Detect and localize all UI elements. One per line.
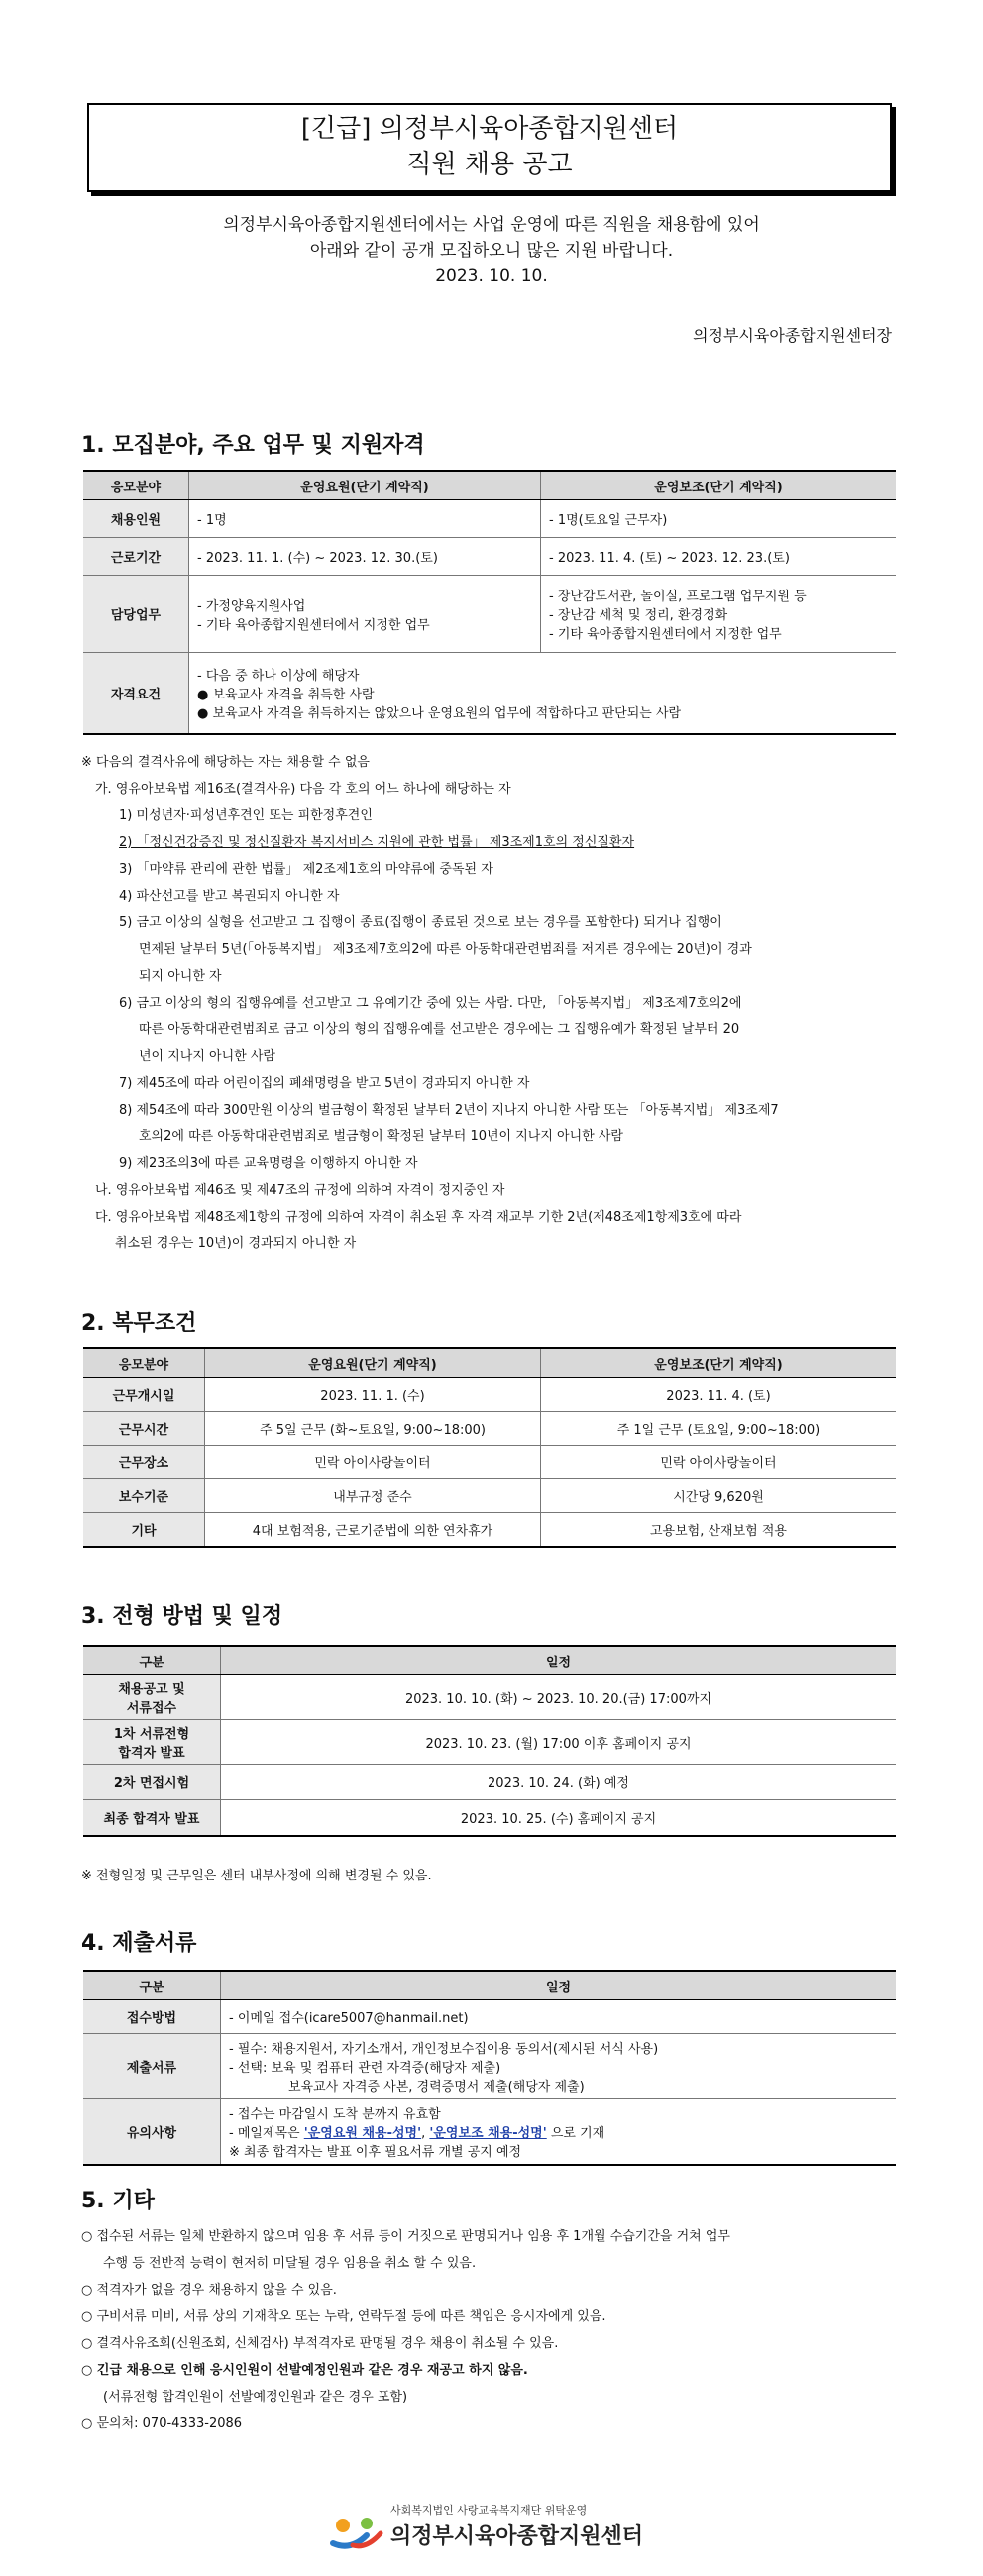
cell: 2023. 10. 25. (수) 홈페이지 공지 (221, 1800, 897, 1836)
col-header: 운영보조(단기 계약직) (541, 1348, 897, 1378)
cell: 주 1일 근무 (토요일, 9:00~18:00) (541, 1412, 897, 1446)
mail-subject-1: '운영요원 채용-성명' (303, 2125, 422, 2141)
cell (189, 653, 897, 734)
title-line1: [긴급] 의정부시육아종합지원센터 (300, 114, 679, 144)
cell: 민락 아이사랑놀이터 (205, 1446, 541, 1479)
note-line: ○ 구비서류 미비, 서류 상의 기재착오 또는 누락, 연락두절 등에 따른 책임은 응시자에게 있음. (81, 2309, 606, 2324)
note-line: 호의2에 따른 아동학대관련범죄로 벌금형이 확정된 날부터 10년이 지나지 아니한 사람 (139, 1129, 623, 1144)
section-5-title: 5. 기타 (81, 2189, 155, 2213)
note-line: 년이 지나지 아니한 사람 (139, 1049, 275, 1064)
note-line: 다. 영유아보육법 제48조제1항의 규정에 의하여 자격이 취소된 후 자격 재교부 기한 2년(제48조제1항제3호에 따라 (95, 1210, 742, 1225)
logo-subtitle: 사회복지법인 사랑교육복지재단 위탁운영 (390, 2504, 588, 2517)
cell: 주 5일 근무 (화~토요일, 9:00~18:00) (205, 1412, 541, 1446)
logo-mark-icon (327, 2506, 386, 2555)
note-line: 1) 미성년자·피성년후견인 또는 피한정후견인 (119, 808, 373, 823)
cell: - 1명(토요일 근무자) (541, 500, 897, 538)
cell-line: - 기타 육아종합지원센터에서 지정한 업무 (197, 617, 430, 633)
cell-line: - 다음 중 하나 이상에 해당자 (197, 668, 360, 684)
section-1-title: 1. 모집분야, 주요 업무 및 지원자격 (81, 433, 425, 458)
note-line: 수행 등 전반적 능력이 현저히 미달될 경우 임용을 취소 할 수 있음. (103, 2256, 477, 2271)
cell: 2023. 10. 24. (화) 예정 (221, 1765, 897, 1800)
cell: - 2023. 11. 4. (토) ~ 2023. 12. 23.(토) (541, 538, 897, 576)
col-header: 운영요원(단기 계약직) (189, 471, 541, 500)
col-header: 일정 (221, 1646, 897, 1675)
note-line: 따른 아동학대관련범죄로 금고 이상의 형의 집행유예를 선고받은 경우에는 그 집행유예가 확정된 날부터 20 (139, 1022, 740, 1037)
cell: 민락 아이사랑놀이터 (541, 1446, 897, 1479)
col-header: 응모분야 (83, 471, 189, 500)
cell (541, 576, 897, 653)
signer: 의정부시육아종합지원센터장 (693, 326, 892, 345)
section-2-title: 2. 복무조건 (81, 1311, 197, 1336)
col-header: 운영요원(단기 계약직) (205, 1348, 541, 1378)
row-label: 접수방법 (83, 2000, 221, 2034)
row-label: 담당업무 (83, 576, 189, 653)
cell (221, 2099, 897, 2165)
title-line2: 직원 채용 공고 (406, 150, 573, 179)
note-line: 8) 제54조에 따라 300만원 이상의 벌금형이 확정된 날부터 2년이 지나지 아니한 사람 또는 「아동복지법」 제3조제7 (119, 1103, 779, 1118)
row-label: 근무장소 (83, 1446, 205, 1479)
note-line: (서류전형 합격인원이 선발예정인원과 같은 경우 포함) (103, 2390, 408, 2405)
cell: - 2023. 11. 1. (수) ~ 2023. 12. 30.(토) (189, 538, 541, 576)
row-label: 2차 면접시험 (83, 1765, 221, 1800)
row-label: 제출서류 (83, 2034, 221, 2099)
label-line: 채용공고 및 (118, 1682, 185, 1697)
cell: - 1명 (189, 500, 541, 538)
col-header: 운영보조(단기 계약직) (541, 471, 897, 500)
cell-line: 보육교사 자격증 사본, 경력증명서 제출(해당자 제출) (288, 2080, 585, 2094)
text: , (421, 2125, 430, 2141)
center-logo (327, 2500, 654, 2559)
cell (189, 576, 541, 653)
cell-line: ● 보육교사 자격을 취득하지는 않았으나 운영요원의 업무에 적합하다고 판단되는 사람 (197, 705, 682, 721)
cell-line: - 선택: 보육 및 컴퓨터 관련 자격증(해당자 제출) (229, 2061, 501, 2076)
schedule-note: ※ 전형일정 및 근무일은 센터 내부사정에 의해 변경될 수 있음. (81, 1869, 432, 1883)
note-line: 면제된 날부터 5년(「아동복지법」 제3조제7호의2에 따른 아동학대관련범죄를 저지른 경우에는 20년)이 경과 (139, 942, 752, 957)
text: - 메일제목은 (229, 2125, 304, 2141)
cell-line: ※ 최종 합격자는 발표 이후 필요서류 개별 공지 예정 (229, 2144, 522, 2160)
section-3-title: 3. 전형 방법 및 일정 (81, 1604, 283, 1629)
note-line: 7) 제45조에 따라 어린이집의 폐쇄명령을 받고 5년이 경과되지 아니한 자 (119, 1076, 530, 1091)
cell-line: - 장난감도서관, 놀이실, 프로그램 업무지원 등 (549, 590, 807, 604)
row-label: 근로기간 (83, 538, 189, 576)
cell-line: - 가정양육지원사업 (197, 598, 306, 614)
note-line: 3) 「마약류 관리에 관한 법률」 제2조제1호의 마약류에 중독된 자 (119, 862, 493, 877)
col-header: 응모분야 (83, 1348, 205, 1378)
intro-line1: 의정부시육아종합지원센터에서는 사업 운영에 따른 직원을 채용함에 있어 (223, 215, 760, 235)
cell: 시간당 9,620원 (541, 1479, 897, 1513)
cell: 2023. 11. 4. (토) (541, 1378, 897, 1412)
col-header: 구분 (83, 1646, 221, 1675)
documents-table (83, 1970, 896, 2166)
text: 으로 기재 (546, 2125, 605, 2141)
cell-line: - 접수는 마감일시 도착 분까지 유효함 (229, 2106, 441, 2122)
row-label: 유의사항 (83, 2099, 221, 2165)
cell-line (229, 2122, 888, 2141)
row-label: 보수기준 (83, 1479, 205, 1513)
mail-subject-2: '운영보조 채용-성명' (429, 2125, 547, 2141)
label-line: 서류접수 (126, 1701, 177, 1716)
intro-date: 2023. 10. 10. (435, 267, 548, 286)
note-line: ○ 접수된 서류는 일체 반환하지 않으며 임용 후 서류 등이 거짓으로 판명되거나 임용 후 1개월 수습기간을 거쳐 업무 (81, 2229, 730, 2244)
intro (0, 212, 983, 289)
title-box (87, 103, 892, 192)
row-label: 근무시간 (83, 1412, 205, 1446)
note-line: 2) 「정신건강증진 및 정신질환자 복지서비스 지원에 관한 법률」 제3조제1호의 정신질환자 (119, 835, 635, 850)
row-label: 채용인원 (83, 500, 189, 538)
col-header: 일정 (221, 1971, 897, 2000)
row-label: 최종 합격자 발표 (83, 1800, 221, 1836)
cell-line: - 필수: 채용지원서, 자기소개서, 개인정보수집이용 동의서(제시된 서식 사용) (229, 2042, 659, 2057)
label-line: 1차 서류전형 (113, 1727, 190, 1742)
note-line: 5) 금고 이상의 실형을 선고받고 그 집행이 종료(집행이 종료된 것으로 보는 경우를 포함한다) 되거나 집행이 (119, 915, 722, 930)
cell: 2023. 10. 23. (월) 17:00 이후 홈페이지 공지 (221, 1720, 897, 1765)
cell: 고용보험, 산재보험 적용 (541, 1513, 897, 1547)
work-conditions-table (83, 1347, 896, 1548)
cell-line: - 기타 육아종합지원센터에서 지정한 업무 (549, 627, 782, 642)
note-line: 되지 아니한 자 (139, 969, 222, 984)
note-line: 가. 영유아보육법 제16조(결격사유) 다음 각 호의 어느 하나에 해당하는 자 (95, 782, 511, 797)
label-line: 합격자 발표 (118, 1746, 185, 1761)
disqualification-notes (81, 749, 904, 1257)
note-line: ○ 결격사유조회(신원조회, 신체검사) 부적격자로 판명될 경우 채용이 취소될 수 있음. (81, 2336, 559, 2351)
row-label: 기타 (83, 1513, 205, 1547)
note-line: 취소된 경우는 10년)이 경과되지 아니한 자 (115, 1236, 357, 1251)
col-header: 구분 (83, 1971, 221, 2000)
recruit-table (83, 470, 896, 735)
cell: 2023. 11. 1. (수) (205, 1378, 541, 1412)
row-label (83, 1720, 221, 1765)
note-line: ○ 적격자가 없을 경우 채용하지 않을 수 있음. (81, 2283, 337, 2298)
cell: 내부규정 준수 (205, 1479, 541, 1513)
logo-name: 의정부시육아종합지원센터 (390, 2524, 644, 2549)
row-label: 자격요건 (83, 653, 189, 734)
cell-line: - 장난감 세척 및 정리, 환경정화 (549, 608, 728, 623)
cell: - 이메일 접수(icare5007@hanmail.net) (221, 2000, 897, 2034)
row-label (83, 1675, 221, 1720)
note-line: ○ 문의처: 070-4333-2086 (81, 2416, 243, 2431)
note-line: 9) 제23조의3에 따른 교육명령을 이행하지 아니한 자 (119, 1156, 418, 1171)
note-line: 6) 금고 이상의 형의 집행유예를 선고받고 그 유예기간 중에 있는 사람. 다만, 「아동복지법」 제3조제7호의2에 (119, 996, 742, 1011)
cell-line: ● 보육교사 자격을 취득한 사람 (197, 687, 375, 702)
cell (221, 2034, 897, 2099)
section-4-title: 4. 제출서류 (81, 1931, 197, 1956)
row-label: 근무개시일 (83, 1378, 205, 1412)
note-line: ※ 다음의 결격사유에 해당하는 자는 채용할 수 없음 (81, 755, 370, 770)
intro-line2: 아래와 같이 공개 모집하오니 많은 지원 바랍니다. (309, 241, 674, 261)
note-line: ○ 긴급 채용으로 인해 응시인원이 선발예정인원과 같은 경우 재공고 하지 않음. (81, 2363, 528, 2378)
note-line: 나. 영유아보육법 제46조 및 제47조의 규정에 의하여 자격이 정지중인 자 (95, 1183, 505, 1198)
schedule-table (83, 1645, 896, 1837)
cell: 4대 보험적용, 근로기준법에 의한 연차휴가 (205, 1513, 541, 1547)
cell: 2023. 10. 10. (화) ~ 2023. 10. 20.(금) 17:00까지 (221, 1675, 897, 1720)
note-line: 4) 파산선고를 받고 복권되지 아니한 자 (119, 889, 340, 904)
other-notes (81, 2223, 904, 2437)
